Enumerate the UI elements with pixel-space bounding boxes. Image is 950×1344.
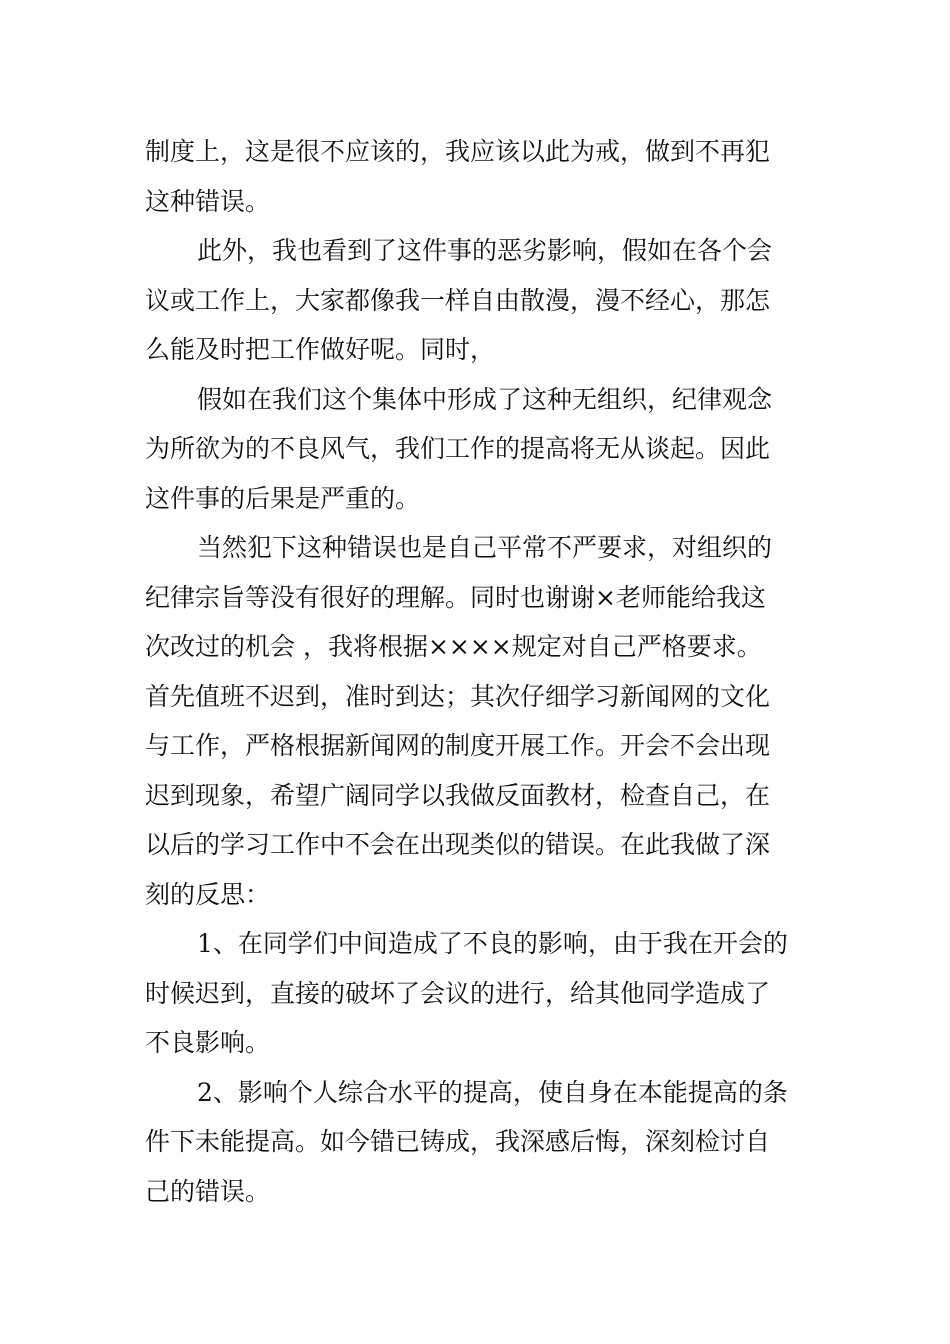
text-line: 刻的反思：: [145, 879, 271, 909]
text-line: 己的错误。: [145, 1176, 271, 1206]
text-line: 为所欲为的不良风气，我们工作的提高将无从谈起。因此: [145, 434, 771, 463]
text-line: 假如在我们这个集体中形成了这种无组织，纪律观念: [197, 384, 773, 414]
text-line: 制度上，这是很不应该的，我应该以此为戒，做到不再犯: [145, 137, 771, 166]
body-text: [145, 127, 809, 1216]
text-line: 1、在同学们中间造成了不良的影响，由于我在开会的: [197, 929, 788, 958]
text-line: 此外，我也看到了这件事的恶劣影响，假如在各个会: [197, 236, 773, 265]
text-line: 以后的学习工作中不会在出现类似的错误。在此我做了深: [145, 830, 771, 859]
paragraph-2: [145, 226, 809, 375]
text-line: 2、影响个人综合水平的提高，使自身在本能提高的条: [197, 1077, 788, 1107]
text-line: 迟到现象，希望广阔同学以我做反面教材，检查自己，在: [145, 780, 771, 810]
text-line: 么能及时把工作做好呢。同时，: [145, 335, 496, 364]
text-line: 这种错误。: [145, 186, 271, 216]
text-line: 时候迟到，直接的破坏了会议的进行，给其他同学造成了: [145, 978, 771, 1008]
text-line: 首先值班不迟到，准时到达；其次仔细学习新闻网的文化: [145, 681, 771, 711]
text-line: 议或工作上，大家都像我一样自由散漫，漫不经心，那怎: [145, 285, 771, 315]
paragraph-6: [145, 1068, 809, 1217]
text-line: 次改过的机会 ，我将根据××××规定对自己严格要求。: [145, 632, 762, 661]
text-line: 件下未能提高。如今错已铸成，我深感后悔，深刻检讨自: [145, 1127, 771, 1156]
text-line: 不良影响。: [145, 1028, 271, 1057]
paragraph-1: [145, 127, 809, 226]
text-line: 纪律宗旨等没有很好的理解。同时也谢谢×老师能给我这: [145, 582, 766, 612]
paragraph-3: [145, 375, 809, 524]
text-line: 这件事的后果是严重的。: [145, 483, 421, 513]
text-line: 当然犯下这种错误也是自己平常不严要求，对组织的: [197, 533, 773, 562]
paragraph-5: [145, 919, 809, 1068]
paragraph-4: [145, 523, 809, 919]
text-line: 与工作，严格根据新闻网的制度开展工作。开会不会出现: [145, 731, 771, 760]
